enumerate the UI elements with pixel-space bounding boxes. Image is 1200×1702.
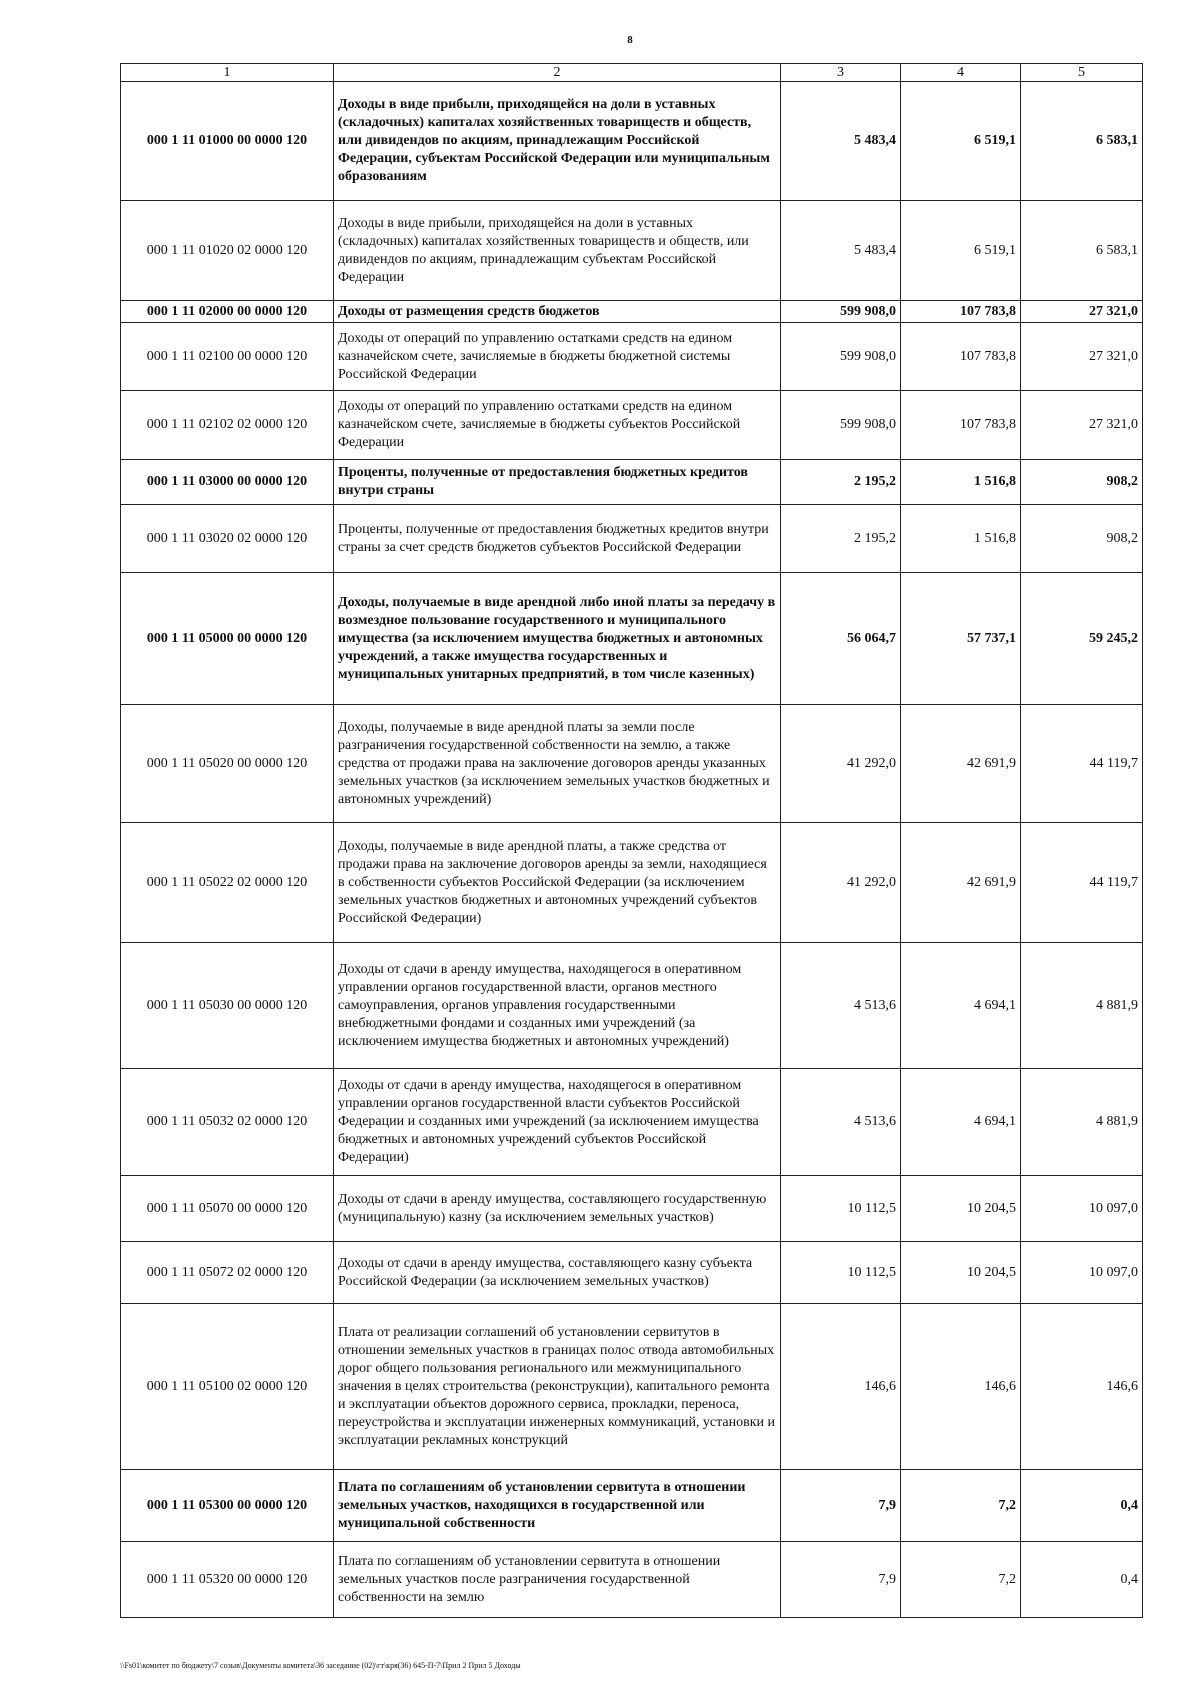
value-col3-cell: 4 513,6: [781, 943, 901, 1069]
value-col3-cell: 4 513,6: [781, 1069, 901, 1176]
value-col3-cell: 599 908,0: [781, 391, 901, 460]
value-col5-cell: 44 119,7: [1021, 705, 1143, 823]
value-col5-cell: 27 321,0: [1021, 391, 1143, 460]
code-cell: 000 1 11 05070 00 0000 120: [121, 1176, 334, 1242]
value-col4-cell: 42 691,9: [901, 823, 1021, 943]
value-col3-cell: 41 292,0: [781, 705, 901, 823]
value-col5-cell: 10 097,0: [1021, 1242, 1143, 1304]
value-col5-cell: 908,2: [1021, 460, 1143, 505]
table-row: [121, 1542, 1143, 1618]
value-col5-cell: 27 321,0: [1021, 301, 1143, 323]
value-col4-cell: 6 519,1: [901, 201, 1021, 301]
description-cell: Проценты, полученные от предоставления бюджетных кредитов внутри страны за счет средств бюджетов субъектов Российской Федерации: [334, 505, 781, 573]
table-row: [121, 505, 1143, 573]
value-col4-cell: 107 783,8: [901, 323, 1021, 391]
code-cell: 000 1 11 01000 00 0000 120: [121, 82, 334, 201]
table-row: [121, 391, 1143, 460]
description-cell: Проценты, полученные от предоставления бюджетных кредитов внутри страны: [334, 460, 781, 505]
table-row: [121, 1069, 1143, 1176]
code-cell: 000 1 11 03020 02 0000 120: [121, 505, 334, 573]
column-number-row: [121, 64, 1143, 82]
value-col3-cell: 10 112,5: [781, 1242, 901, 1304]
code-cell: 000 1 11 05000 00 0000 120: [121, 573, 334, 705]
value-col5-cell: 10 097,0: [1021, 1176, 1143, 1242]
table-row: [121, 301, 1143, 323]
description-cell: Доходы, получаемые в виде арендной платы за земли после разграничения государственной собственности на землю, а также средства от продажи права на заключение договоров аренды указанных земельных участков (за исключением земельных участков бюджетных и автономных учреждений): [334, 705, 781, 823]
value-col5-cell: 4 881,9: [1021, 943, 1143, 1069]
description-cell: Плата по соглашениям об установлении сервитута в отношении земельных участков, находящихся в государственной или муниципальной собственности: [334, 1470, 781, 1542]
value-col3-cell: 2 195,2: [781, 460, 901, 505]
column-number: 1: [121, 64, 334, 82]
description-cell: Доходы от сдачи в аренду имущества, находящегося в оперативном управлении органов государственной власти субъектов Российской Федерации и созданных ими учреждений (за исключением имущества бюджетных и автономных учреждений субъектов Российской Федерации): [334, 1069, 781, 1176]
value-col4-cell: 42 691,9: [901, 705, 1021, 823]
value-col4-cell: 10 204,5: [901, 1242, 1021, 1304]
value-col4-cell: 6 519,1: [901, 82, 1021, 201]
code-cell: 000 1 11 05030 00 0000 120: [121, 943, 334, 1069]
code-cell: 000 1 11 02000 00 0000 120: [121, 301, 334, 323]
value-col3-cell: 2 195,2: [781, 505, 901, 573]
code-cell: 000 1 11 01020 02 0000 120: [121, 201, 334, 301]
value-col3-cell: 41 292,0: [781, 823, 901, 943]
value-col5-cell: 44 119,7: [1021, 823, 1143, 943]
code-cell: 000 1 11 05020 00 0000 120: [121, 705, 334, 823]
table-row: [121, 323, 1143, 391]
description-cell: Доходы от сдачи в аренду имущества, составляющего казну субъекта Российской Федерации (за исключением земельных участков): [334, 1242, 781, 1304]
description-cell: Доходы от сдачи в аренду имущества, находящегося в оперативном управлении органов государственной власти, органов местного самоуправления, органов управления государственными внебюджетными фондами и созданных ими учреждений (за исключением имущества бюджетных и автономных учреждений): [334, 943, 781, 1069]
column-number: 2: [334, 64, 781, 82]
description-cell: Доходы от размещения средств бюджетов: [334, 301, 781, 323]
description-cell: Доходы от сдачи в аренду имущества, составляющего государственную (муниципальную) казну (за исключением земельных участков): [334, 1176, 781, 1242]
description-cell: Плата от реализации соглашений об установлении сервитутов в отношении земельных участков в границах полос отвода автомобильных дорог общего пользования регионального или межмуниципального значения в целях строительства (реконструкции), капитального ремонта и эксплуатации объектов дорожного сервиса, прокладки, переноса, переустройства и эксплуатации инженерных коммуникаций, установки и эксплуатации рекламных конструкций: [334, 1304, 781, 1470]
table-row: [121, 823, 1143, 943]
value-col4-cell: 1 516,8: [901, 505, 1021, 573]
code-cell: 000 1 11 05320 00 0000 120: [121, 1542, 334, 1618]
table-row: [121, 1176, 1143, 1242]
revenue-table: [120, 63, 1143, 1618]
code-cell: 000 1 11 05022 02 0000 120: [121, 823, 334, 943]
description-cell: Доходы в виде прибыли, приходящейся на доли в уставных (складочных) капиталах хозяйственных товариществ и обществ, или дивидендов по акциям, принадлежащим Российской Федерации, субъектам Российской Федерации или муниципальным образованиям: [334, 82, 781, 201]
value-col5-cell: 0,4: [1021, 1542, 1143, 1618]
value-col5-cell: 59 245,2: [1021, 573, 1143, 705]
column-number: 4: [901, 64, 1021, 82]
value-col3-cell: 56 064,7: [781, 573, 901, 705]
table-row: [121, 573, 1143, 705]
value-col4-cell: 57 737,1: [901, 573, 1021, 705]
code-cell: 000 1 11 05072 02 0000 120: [121, 1242, 334, 1304]
column-number: 5: [1021, 64, 1143, 82]
code-cell: 000 1 11 02102 02 0000 120: [121, 391, 334, 460]
value-col5-cell: 4 881,9: [1021, 1069, 1143, 1176]
value-col3-cell: 5 483,4: [781, 201, 901, 301]
value-col5-cell: 146,6: [1021, 1304, 1143, 1470]
table-row: [121, 1304, 1143, 1470]
page-number: 8: [627, 34, 633, 46]
code-cell: 000 1 11 03000 00 0000 120: [121, 460, 334, 505]
value-col4-cell: 107 783,8: [901, 391, 1021, 460]
value-col4-cell: 107 783,8: [901, 301, 1021, 323]
code-cell: 000 1 11 02100 00 0000 120: [121, 323, 334, 391]
value-col3-cell: 7,9: [781, 1542, 901, 1618]
code-cell: 000 1 11 05100 02 0000 120: [121, 1304, 334, 1470]
table-row: [121, 1242, 1143, 1304]
value-col4-cell: 4 694,1: [901, 943, 1021, 1069]
table-row: [121, 201, 1143, 301]
code-cell: 000 1 11 05032 02 0000 120: [121, 1069, 334, 1176]
table-row: [121, 82, 1143, 201]
value-col3-cell: 599 908,0: [781, 301, 901, 323]
value-col3-cell: 10 112,5: [781, 1176, 901, 1242]
value-col3-cell: 146,6: [781, 1304, 901, 1470]
description-cell: Доходы, получаемые в виде арендной платы, а также средства от продажи права на заключение договоров аренды за земли, находящиеся в собственности субъектов Российской Федерации (за исключением земельных участков бюджетных и автономных учреждений субъектов Российской Федерации): [334, 823, 781, 943]
value-col5-cell: 908,2: [1021, 505, 1143, 573]
value-col5-cell: 27 321,0: [1021, 323, 1143, 391]
description-cell: Доходы в виде прибыли, приходящейся на доли в уставных (складочных) капиталах хозяйственных товариществ и обществ, или дивидендов по акциям, принадлежащим субъектам Российской Федерации: [334, 201, 781, 301]
description-cell: Доходы от операций по управлению остатками средств на едином казначейском счете, зачисляемые в бюджеты бюджетной системы Российской Федерации: [334, 323, 781, 391]
value-col4-cell: 10 204,5: [901, 1176, 1021, 1242]
value-col3-cell: 7,9: [781, 1470, 901, 1542]
value-col4-cell: 7,2: [901, 1542, 1021, 1618]
table-row: [121, 943, 1143, 1069]
table-row: [121, 705, 1143, 823]
description-cell: Плата по соглашениям об установлении сервитута в отношении земельных участков после разграничения государственной собственности на землю: [334, 1542, 781, 1618]
value-col5-cell: 0,4: [1021, 1470, 1143, 1542]
file-path-footer: \\Fs01\комитет по бюджету\7 созыв\Документы комитета\36 заседание (02)\гт\кря(36) 645-П-7\Прил 2 Прил 5 Доходы: [120, 1661, 521, 1670]
column-number: 3: [781, 64, 901, 82]
value-col5-cell: 6 583,1: [1021, 82, 1143, 201]
description-cell: Доходы от операций по управлению остатками средств на едином казначейском счете, зачисляемые в бюджеты субъектов Российской Федерации: [334, 391, 781, 460]
table-row: [121, 460, 1143, 505]
table-row: [121, 1470, 1143, 1542]
value-col4-cell: 1 516,8: [901, 460, 1021, 505]
code-cell: 000 1 11 05300 00 0000 120: [121, 1470, 334, 1542]
value-col4-cell: 7,2: [901, 1470, 1021, 1542]
value-col4-cell: 146,6: [901, 1304, 1021, 1470]
value-col3-cell: 599 908,0: [781, 323, 901, 391]
value-col4-cell: 4 694,1: [901, 1069, 1021, 1176]
value-col3-cell: 5 483,4: [781, 82, 901, 201]
value-col5-cell: 6 583,1: [1021, 201, 1143, 301]
description-cell: Доходы, получаемые в виде арендной либо иной платы за передачу в возмездное пользование государственного и муниципального имущества (за исключением имущества бюджетных и автономных учреждений, а также имущества государственных и муниципальных унитарных предприятий, в том числе казенных): [334, 573, 781, 705]
